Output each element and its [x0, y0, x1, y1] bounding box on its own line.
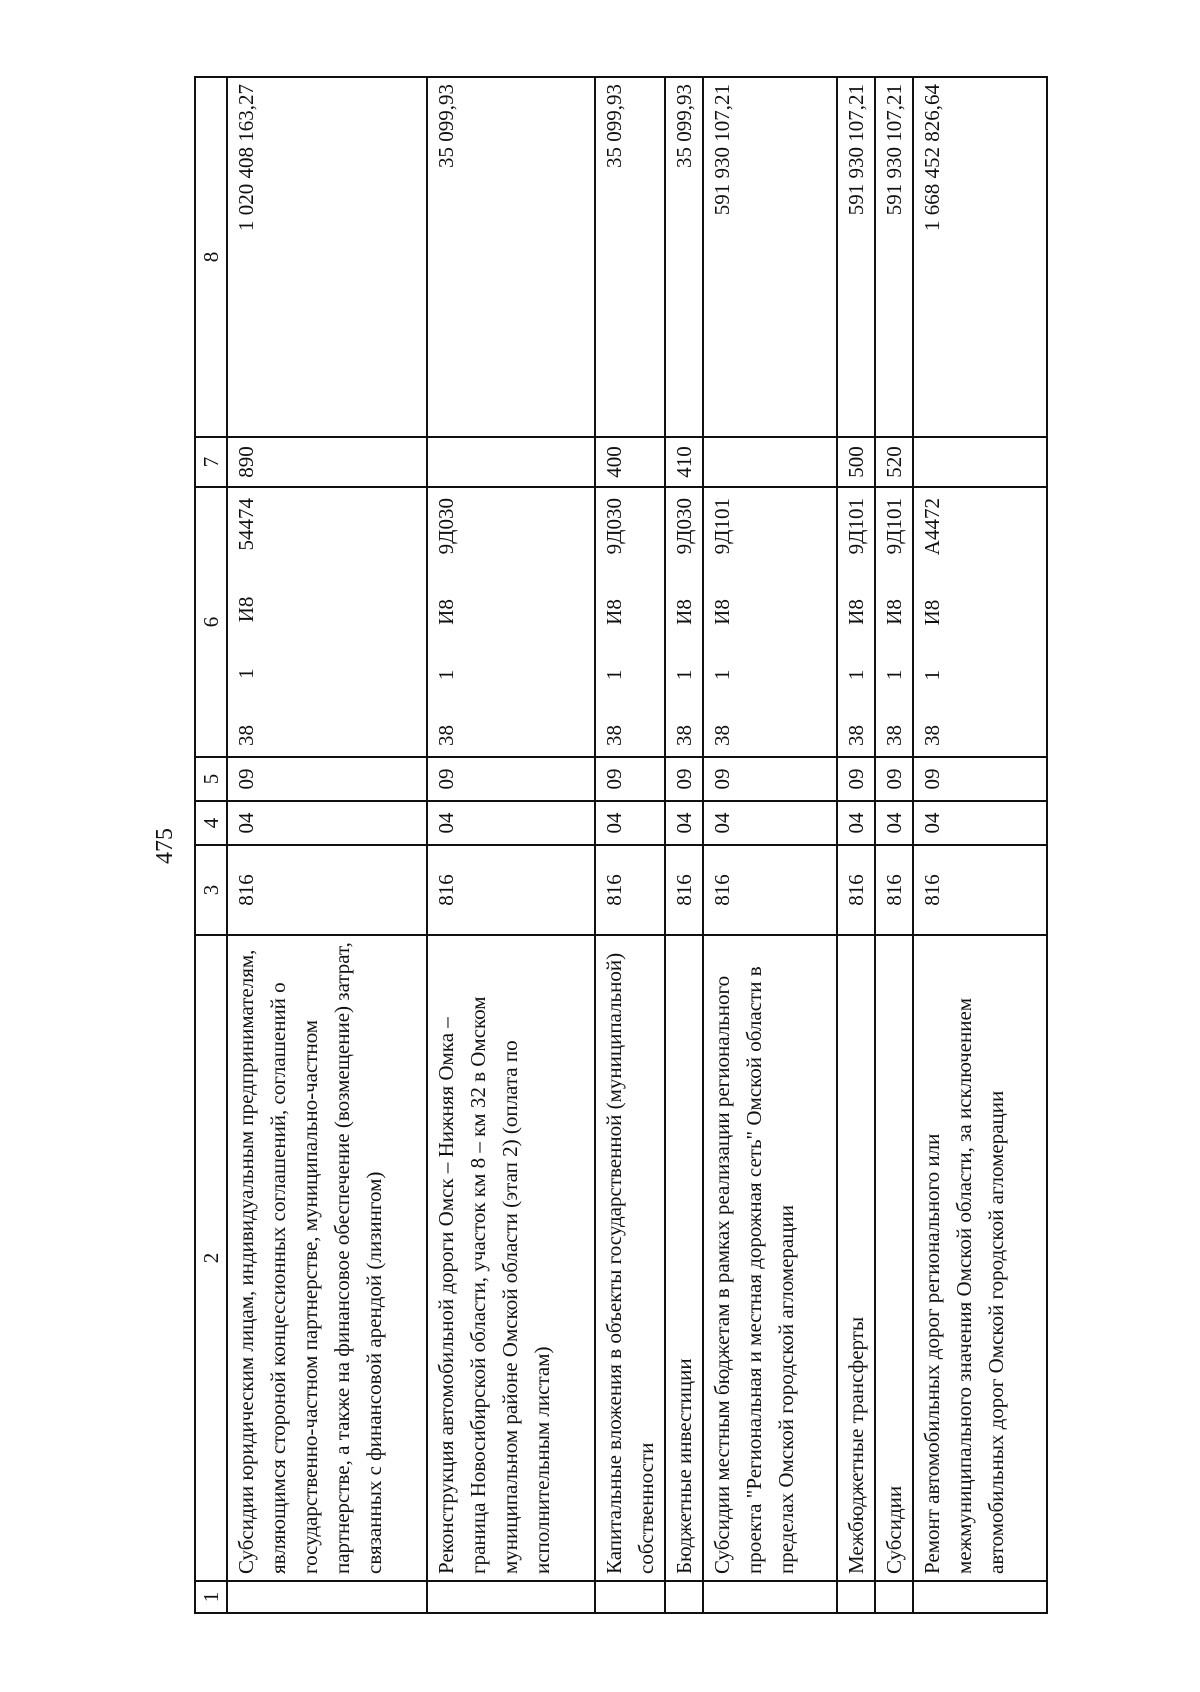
- column-header: 6: [195, 487, 227, 757]
- chapter-code: 04: [427, 801, 595, 845]
- expense-name: Бюджетные инвестиции: [665, 935, 703, 1581]
- ministry-code: 816: [665, 845, 703, 935]
- document-page: [150, 78, 1050, 1614]
- subprogram-code: 1: [234, 668, 258, 679]
- subprogram-code: 1: [710, 669, 734, 681]
- target-article-code: [913, 487, 1047, 757]
- program-code: 38: [844, 725, 868, 746]
- expense-name: Межбюджетные трансферты: [837, 935, 875, 1581]
- chapter-code: 04: [595, 801, 665, 845]
- target-article-code: [427, 487, 595, 757]
- amount: 35 099,93: [427, 77, 595, 437]
- subprogram-code: 1: [882, 669, 906, 681]
- target-article-code: [227, 487, 427, 757]
- subchapter-code: 09: [703, 757, 837, 801]
- subchapter-code: 09: [227, 757, 427, 801]
- ministry-code: 816: [703, 845, 837, 935]
- row-number-cell: [227, 1581, 427, 1613]
- direction-code: 54474: [234, 498, 258, 551]
- column-header: 7: [195, 437, 227, 487]
- row-number-cell: [913, 1581, 1047, 1613]
- column-header: 2: [195, 935, 227, 1581]
- chapter-code: 04: [913, 801, 1047, 845]
- table-row: [703, 77, 837, 1613]
- target-article-code: [837, 487, 875, 757]
- subchapter-code: 09: [875, 757, 913, 801]
- column-header: 5: [195, 757, 227, 801]
- table-row: [913, 77, 1047, 1613]
- table-row: [427, 77, 595, 1613]
- program-code: 38: [882, 725, 906, 746]
- ministry-code: 816: [595, 845, 665, 935]
- direction-code: 9Д101: [710, 498, 734, 555]
- subprogram-code: 1: [920, 669, 944, 681]
- subprogram-code: 1: [672, 669, 696, 681]
- amount: 35 099,93: [665, 77, 703, 437]
- expense-name: Капитальные вложения в объекты государственной (муниципальной) собственности: [595, 935, 665, 1581]
- expense-name: Субсидии: [875, 935, 913, 1581]
- table-row: [875, 77, 913, 1613]
- amount: 1 020 408 163,27: [227, 77, 427, 437]
- chapter-code: 04: [227, 801, 427, 845]
- expense-type-code: 410: [665, 437, 703, 487]
- column-header: 4: [195, 801, 227, 845]
- direction-code: А4472: [920, 498, 944, 556]
- project-code: И8: [844, 599, 868, 625]
- ministry-code: 816: [913, 845, 1047, 935]
- target-article-code: [595, 487, 665, 757]
- column-header: 3: [195, 845, 227, 935]
- column-header: 1: [195, 1581, 227, 1613]
- amount: 1 668 452 826,64: [913, 77, 1047, 437]
- direction-code: 9Д101: [844, 498, 868, 555]
- expense-name: Реконструкция автомобильной дороги Омск – Нижняя Омка – граница Новосибирской области, участок км 8 – км 32 в Омском муниципальном районе Омской области (этап 2) (оплата по исполнительным листам): [427, 935, 595, 1581]
- expense-type-code: 400: [595, 437, 665, 487]
- expense-type-code: [427, 437, 595, 487]
- direction-code: 9Д030: [602, 498, 626, 555]
- direction-code: 9Д030: [434, 498, 458, 555]
- ministry-code: 816: [875, 845, 913, 935]
- subchapter-code: 09: [665, 757, 703, 801]
- amount: 35 099,93: [595, 77, 665, 437]
- project-code: И8: [710, 599, 734, 625]
- row-number-cell: [665, 1581, 703, 1613]
- chapter-code: 04: [665, 801, 703, 845]
- subchapter-code: 09: [427, 757, 595, 801]
- table-row: [595, 77, 665, 1613]
- expense-type-code: 500: [837, 437, 875, 487]
- subprogram-code: 1: [602, 669, 626, 681]
- ministry-code: 816: [427, 845, 595, 935]
- expense-name: Субсидии местным бюджетам в рамках реализации регионального проекта "Региональная и местная дорожная сеть" Омской области в пределах Омской городской агломерации: [703, 935, 837, 1581]
- expense-name: Ремонт автомобильных дорог регионального или межмуниципального значения Омской области, за исключением автомобильных дорог Омской городской агломерации: [913, 935, 1047, 1581]
- project-code: И8: [920, 599, 944, 626]
- expense-type-code: [703, 437, 837, 487]
- program-code: 38: [672, 725, 696, 746]
- project-code: И8: [234, 596, 258, 623]
- chapter-code: 04: [837, 801, 875, 845]
- direction-code: 9Д030: [672, 498, 696, 555]
- subprogram-code: 1: [844, 669, 868, 681]
- project-code: И8: [602, 599, 626, 625]
- budget-table: [194, 76, 1048, 1614]
- chapter-code: 04: [875, 801, 913, 845]
- expense-type-code: 520: [875, 437, 913, 487]
- column-header: 8: [195, 77, 227, 437]
- project-code: И8: [434, 599, 458, 625]
- target-article-code: [875, 487, 913, 757]
- row-number-cell: [595, 1581, 665, 1613]
- header-row: [195, 77, 227, 1613]
- row-number-cell: [875, 1581, 913, 1613]
- program-code: 38: [434, 725, 458, 746]
- expense-name: Субсидии юридическим лицам, индивидуальным предпринимателям, являющимся стороной концессионных соглашений, соглашений о государственно-частном партнерстве, муниципально-частном партнерстве, а также на финансовое обеспечение (возмещение) затрат, связанных с финансовой арендой (лизингом): [227, 935, 427, 1581]
- subchapter-code: 09: [837, 757, 875, 801]
- subchapter-code: 09: [595, 757, 665, 801]
- ministry-code: 816: [227, 845, 427, 935]
- target-article-code: [703, 487, 837, 757]
- amount: 591 930 107,21: [703, 77, 837, 437]
- program-code: 38: [602, 725, 626, 746]
- ministry-code: 816: [837, 845, 875, 935]
- row-number-cell: [703, 1581, 837, 1613]
- row-number-cell: [427, 1581, 595, 1613]
- expense-type-code: 890: [227, 437, 427, 487]
- direction-code: 9Д101: [882, 498, 906, 555]
- program-code: 38: [710, 725, 734, 746]
- chapter-code: 04: [703, 801, 837, 845]
- page-number: 475: [152, 828, 178, 864]
- amount: 591 930 107,21: [875, 77, 913, 437]
- row-number-cell: [837, 1581, 875, 1613]
- target-article-code: [665, 487, 703, 757]
- program-code: 38: [234, 725, 258, 746]
- table-row: [227, 77, 427, 1613]
- table-row: [665, 77, 703, 1613]
- table-row: [837, 77, 875, 1613]
- expense-type-code: [913, 437, 1047, 487]
- project-code: И8: [882, 599, 906, 625]
- amount: 591 930 107,21: [837, 77, 875, 437]
- project-code: И8: [672, 599, 696, 625]
- program-code: 38: [920, 725, 944, 746]
- subchapter-code: 09: [913, 757, 1047, 801]
- subprogram-code: 1: [434, 669, 458, 681]
